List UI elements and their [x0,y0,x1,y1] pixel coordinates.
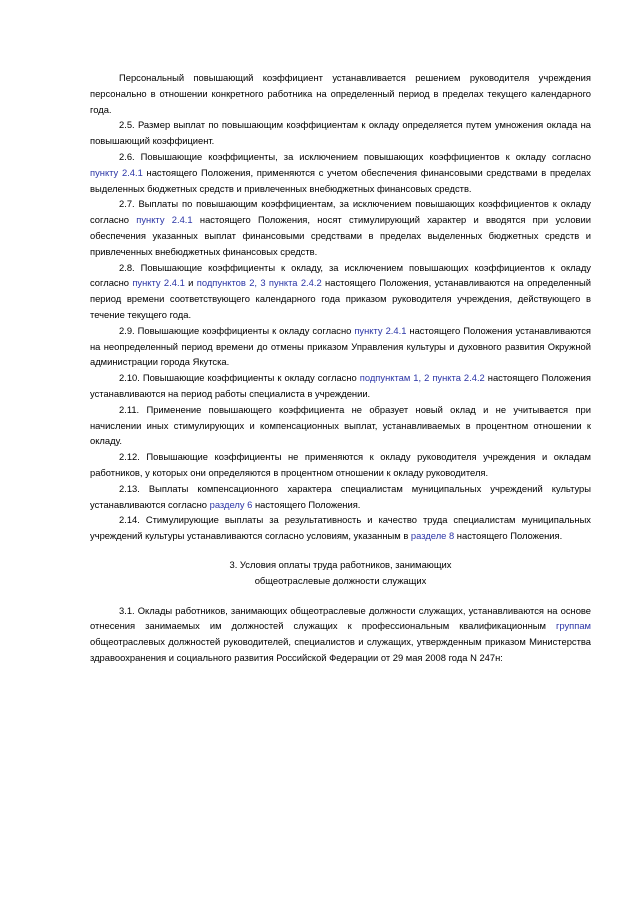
paragraph-text: 2.13. Выплаты компенсационного характера специалистам муниципальных учреждений культуры устанавливаются согласно [90,482,591,510]
paragraph-text: настоящего Положения, применяются с учетом обеспечения финансовыми средствами в пределах выделенных бюджетных средств и привлеченных внебюджетных финансовых средств. [90,166,591,194]
link-punkt-2-4-1[interactable]: пункту 2.4.1 [132,277,185,289]
link-punkt-2-4-1[interactable]: пункту 2.4.1 [354,324,407,336]
spacer [90,589,591,603]
paragraph-text: 3.1. Оклады работников, занимающих общеотраслевые должности служащих, устанавливаются на основе отнесения занимаемых им должностей служащих к профессиональным квалификационным [90,604,591,632]
document-page [90,70,591,666]
paragraph-2-11 [90,402,591,449]
paragraph-2-14 [90,512,591,544]
paragraph-3-1 [90,603,591,666]
paragraph-text: настоящего Положения устанавливаются на период работы специалиста в учреждении. [90,372,591,399]
paragraph-text: 2.7. Выплаты по повышающим коэффициентам, за исключением повышающих коэффициентов к окладу согласно [90,198,591,226]
paragraph-2-10 [90,370,591,402]
paragraph-text: 2.8. Повышающие коэффициенты к окладу, за исключением повышающих коэффициентов к окладу согласно [90,261,591,289]
paragraph-text: настоящего Положения. [454,530,563,542]
paragraph-text: настоящего Положения, носят стимулирующий характер и вводятся при условии обеспечения указанных выплат финансовыми средствами в пределах выделенных бюджетных средств и привлеченных внебюджетных финансовых средств. [90,214,591,257]
link-punkt-2-4-1[interactable]: пункту 2.4.1 [136,214,193,226]
section-3-title [90,557,591,589]
paragraph-text: 2.11. Применение повышающего коэффициента не образует новый оклад и не учитывается при начислении иных стимулирующих и компенсационных выплат, устанавливаемых в процентном отношении к окладу. [90,403,591,447]
link-gruppam[interactable]: группам [555,620,591,632]
paragraph-text: настоящего Положения, устанавливаются на определенный период времени соответствующего календарного года приказом руководителя учреждения, действующего в течение текущего года. [90,277,591,320]
paragraph-text: 2.6. Повышающие коэффициенты, за исключением повышающих коэффициентов к окладу согласно [119,150,591,162]
paragraph-2-7 [90,196,591,259]
paragraph-text: и [184,277,197,289]
paragraph-text: Персональный повышающий коэффициент устанавливается решением руководителя учреждения персонально в отношении конкретного работника на определенный период в пределах текущего календарного года. [90,72,591,115]
link-razdel-8[interactable]: разделе 8 [410,530,455,542]
paragraph-2-5 [90,117,591,149]
paragraph-text: настоящего Положения. [252,498,361,510]
section-title-line: 3. Условия оплаты труда работников, занимающих [229,558,452,570]
paragraph-2-12 [90,449,591,481]
link-podpunkty-1-2-punkt-2-4-2[interactable]: подпунктам 1, 2 пункта 2.4.2 [359,372,485,384]
paragraph-text: 2.10. Повышающие коэффициенты к окладу согласно [119,372,360,384]
paragraph-text: 2.5. Размер выплат по повышающим коэффициентам к окладу определяется путем умножения оклада на повышающий коэффициент. [90,119,591,147]
paragraph-text: 2.9. Повышающие коэффициенты к окладу согласно [119,324,355,336]
section-title-line: общеотраслевые должности служащих [254,574,427,586]
paragraph-text: 2.12. Повышающие коэффициенты не применяются к окладу руководителя учреждения и окладам работников, у которых они определяются в процентном отношении к окладу руководителя. [90,451,591,478]
paragraph-text: общеотраслевых должностей руководителей, специалистов и служащих, утвержденным приказом Министерства здравоохранения и социального развития Российской Федерации от 29 мая 2008 года N 247н: [90,636,591,663]
link-razdel-6[interactable]: разделу 6 [209,498,253,510]
paragraph-text: 2.14. Стимулирующие выплаты за результативность и качество труда специалистам муниципальных учреждений культуры устанавливаются согласно условиям, указанным в [90,514,591,542]
paragraph-text: настоящего Положения устанавливаются на неопределенный период времени до отмены приказом Управления культуры и духовного развития Окружной администрации города Якутска. [90,324,591,368]
paragraph-2-6 [90,149,591,196]
link-punkt-2-4-1[interactable]: пункту 2.4.1 [90,166,143,178]
paragraph-2-9 [90,323,591,370]
link-podpunkty-2-3-punkt-2-4-2[interactable]: подпунктов 2, 3 пункта 2.4.2 [196,277,322,289]
paragraph-intro [90,70,591,117]
paragraph-2-13 [90,481,591,513]
paragraph-2-8 [90,260,591,323]
